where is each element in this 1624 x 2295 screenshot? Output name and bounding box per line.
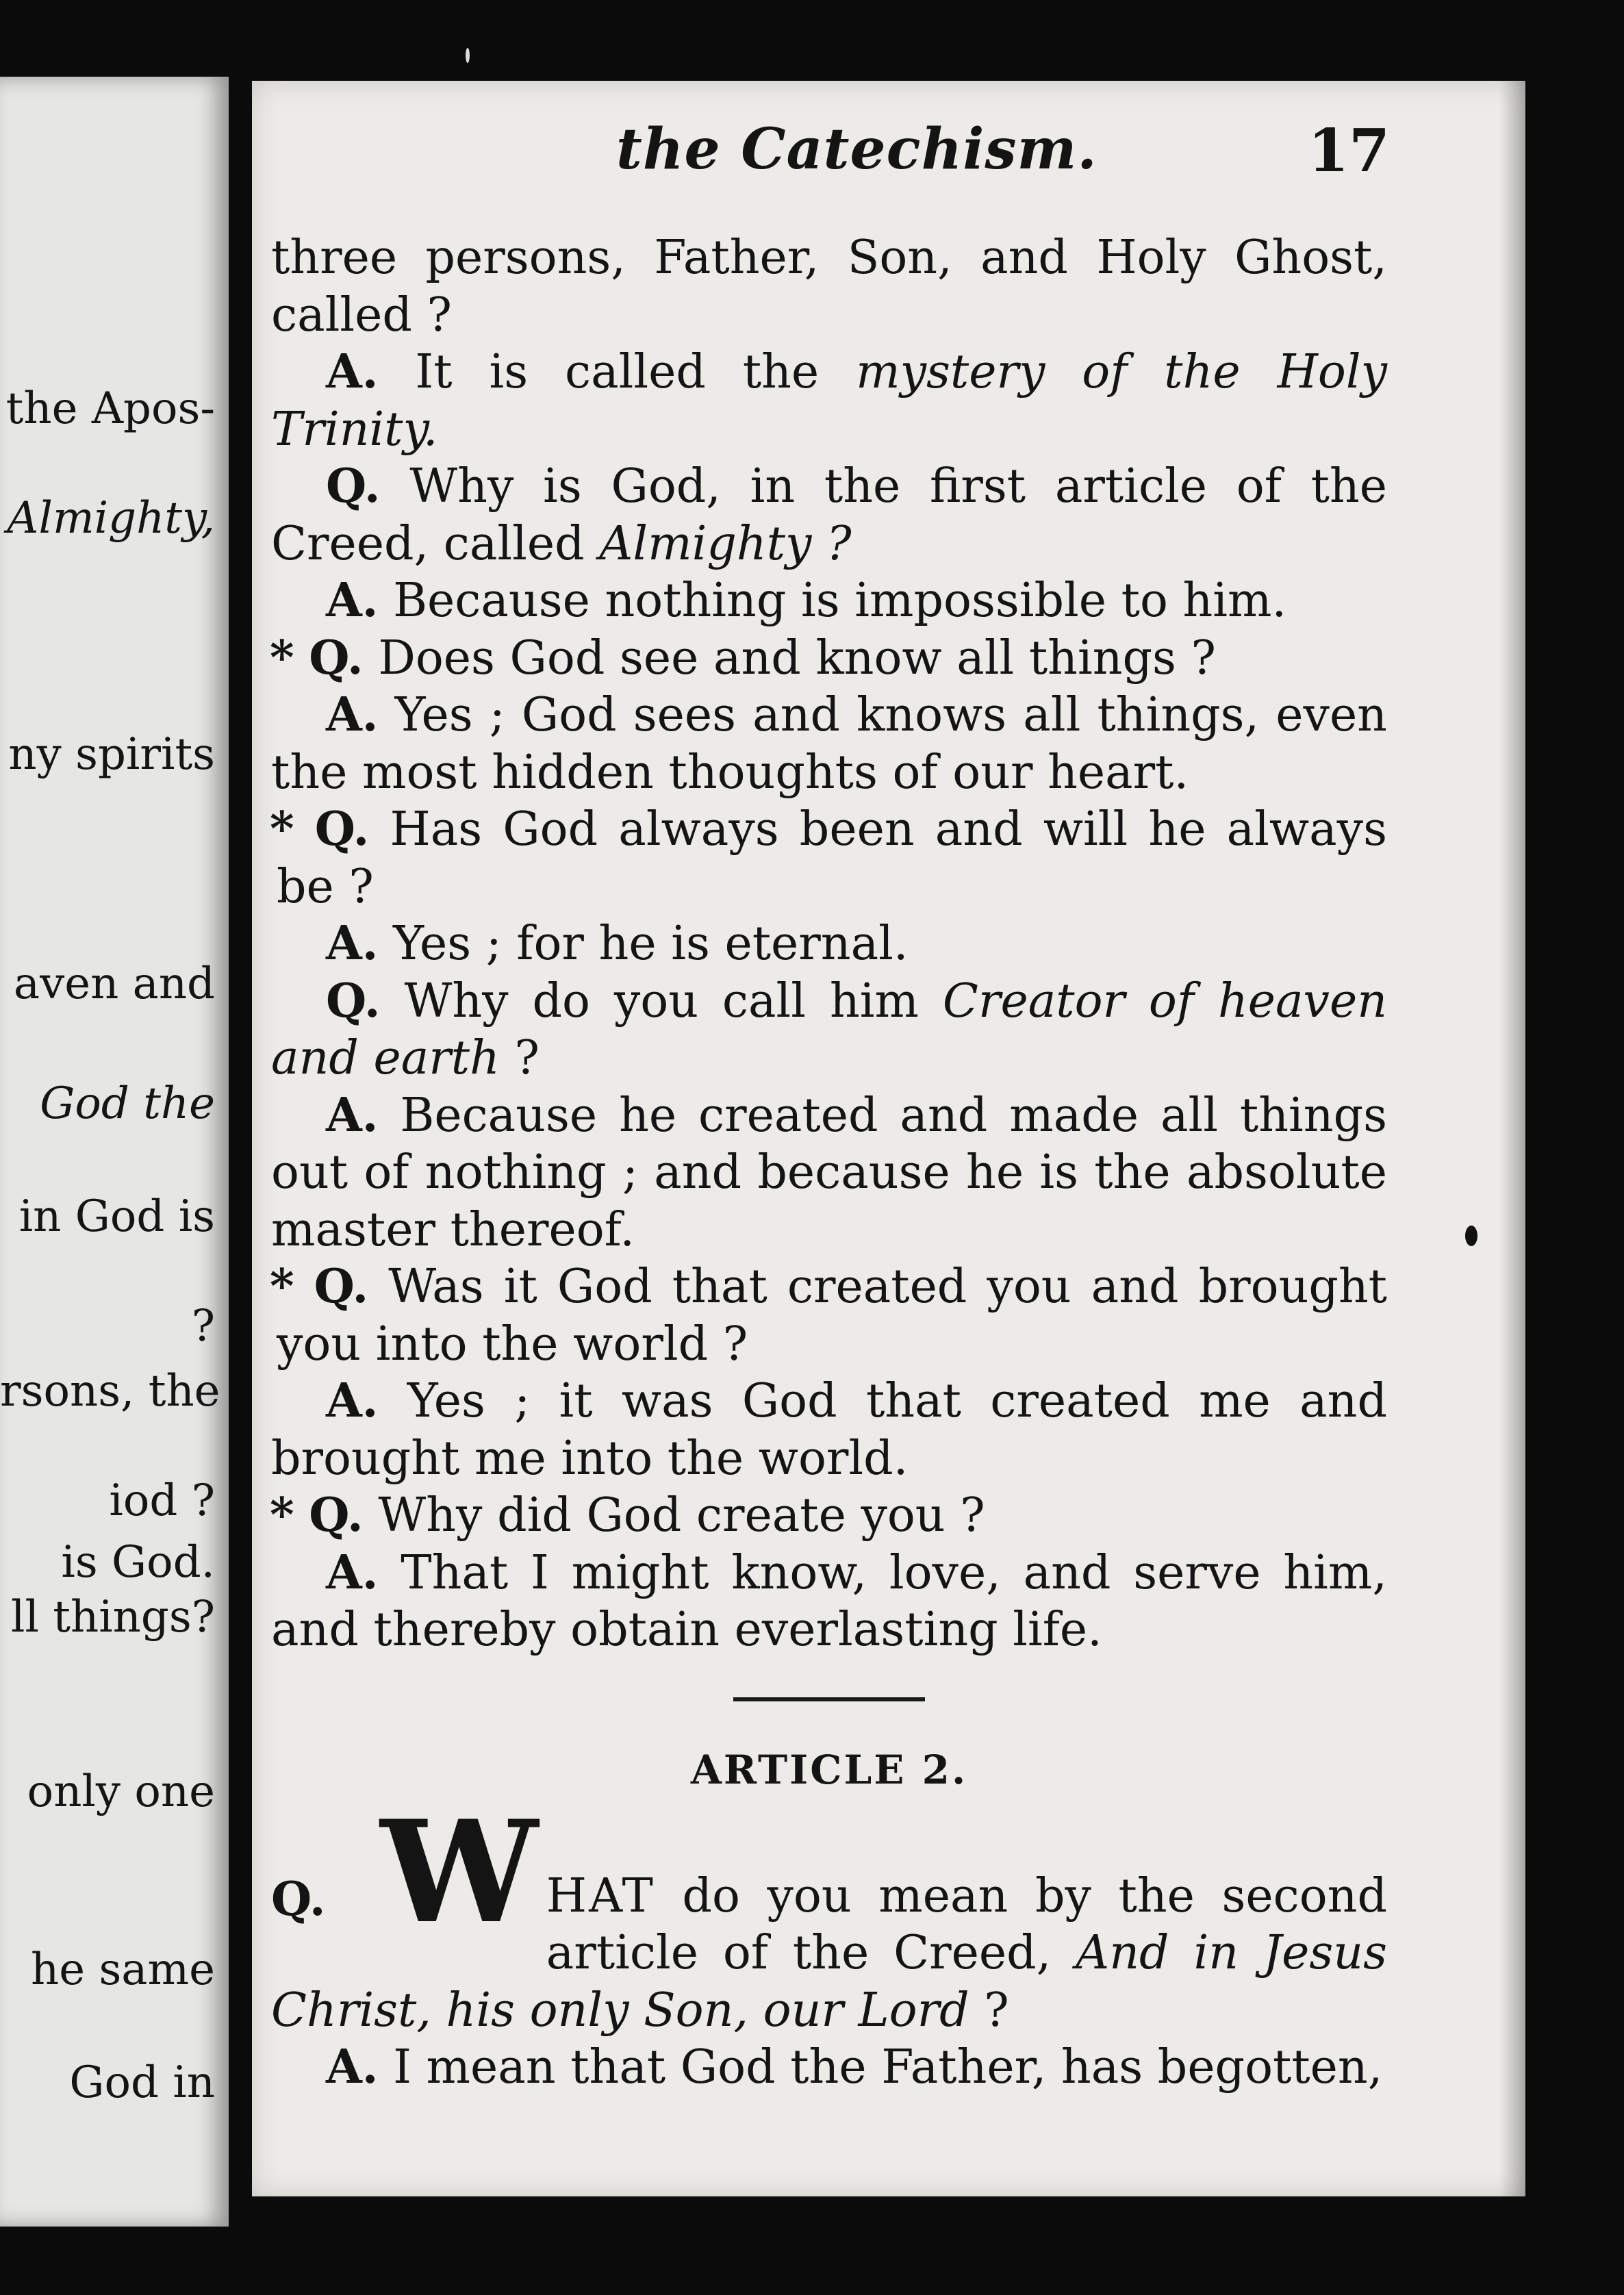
answer-label: A. xyxy=(326,1373,379,1428)
answer-label: A. xyxy=(326,1545,379,1600)
facing-page-text-line: rsons, the xyxy=(0,1366,220,1417)
question-text: Why did God create you ? xyxy=(378,1488,985,1543)
answer-paragraph xyxy=(271,915,1387,973)
question-label: Q. xyxy=(271,1871,326,1927)
question-paragraph xyxy=(271,973,1387,1087)
answer-label: A. xyxy=(326,573,379,628)
section-rule xyxy=(733,1697,925,1701)
question-label: Q. xyxy=(314,1259,369,1314)
paragraph-text: three persons, Father, Son, and Holy Ghost, called ? xyxy=(271,231,1387,342)
facing-page-left xyxy=(0,77,229,2227)
italic-phrase: Creator of heaven and earth xyxy=(271,974,1387,1085)
italic-phrase: mystery of the Holy Trinity. xyxy=(271,345,1387,457)
ink-speck xyxy=(466,48,470,63)
answer-paragraph xyxy=(271,344,1387,458)
facing-page-text-line: is God. xyxy=(61,1537,215,1588)
italic-phrase: And in Jesus Christ, his only Son, our Lord xyxy=(271,1926,1387,2038)
answer-label: A. xyxy=(326,687,379,742)
question-text: Does God see and know all things ? xyxy=(378,631,1217,685)
facing-page-text-line: in God is xyxy=(18,1191,215,1242)
answer-text: Because nothing is impossible to him. xyxy=(393,574,1287,628)
italic-phrase: Almighty ? xyxy=(599,516,852,571)
facing-page-text-line: God the xyxy=(40,1078,215,1129)
question-paragraph xyxy=(271,1487,1387,1545)
question-label: Q. xyxy=(309,630,364,685)
answer-text: Because he created and made all things out of nothing ; and because he is the absolute master thereof. xyxy=(271,1088,1387,1257)
facing-page-text-line: Almighty, xyxy=(7,493,215,544)
answer-paragraph xyxy=(271,687,1387,801)
ink-speck xyxy=(1465,1226,1477,1246)
facing-page-text-line: only one xyxy=(27,1766,215,1817)
facing-page-text-line: aven and xyxy=(13,959,215,1009)
question-label: Q. xyxy=(314,802,370,857)
question-label: Q. xyxy=(326,459,381,513)
answer-label: A. xyxy=(326,344,379,399)
page-header xyxy=(363,116,1390,192)
question-label: Q. xyxy=(326,973,381,1028)
article-heading: ARTICLE 2. xyxy=(690,1746,968,1793)
drop-cap: W xyxy=(380,1790,538,1955)
paragraph-continuation xyxy=(271,229,1387,344)
question-mark: ? xyxy=(969,1983,1009,2038)
page-number: 17 xyxy=(1308,116,1390,186)
answer-paragraph xyxy=(271,1373,1387,1487)
running-title: the Catechism. xyxy=(616,116,1098,182)
question-label: Q. xyxy=(309,1488,364,1543)
question-paragraph xyxy=(271,1258,1387,1373)
asterisk-marker: * xyxy=(270,1488,294,1543)
facing-page-text-line: ? xyxy=(191,1301,215,1352)
question-paragraph-dropcap xyxy=(271,1790,1387,2040)
answer-text: That I might know, love, and serve him, and thereby obtain everlasting life. xyxy=(271,1545,1387,1657)
facing-page-text-line: ny spirits xyxy=(8,729,215,780)
answer-text: Yes ; it was God that created me and brought me into the world. xyxy=(271,1374,1387,1486)
answer-text: Yes ; God sees and knows all things, even the most hidden thoughts of our heart. xyxy=(271,688,1387,800)
question-text: Why is God, in the first article of the Creed, called xyxy=(271,459,1387,571)
question-paragraph xyxy=(271,801,1387,915)
answer-text: Yes ; for he is eternal. xyxy=(393,917,909,971)
question-text: Has God always been and will he always be ? xyxy=(277,802,1387,914)
page-body xyxy=(271,229,1387,2096)
answer-paragraph xyxy=(271,1087,1387,1259)
question-paragraph xyxy=(271,458,1387,572)
answer-paragraph xyxy=(271,572,1387,630)
asterisk-marker: * xyxy=(270,1259,294,1314)
question-paragraph xyxy=(271,630,1387,687)
answer-label: A. xyxy=(326,916,379,971)
page-edge-shadow xyxy=(1499,81,1527,2196)
question-text: Why do you call him xyxy=(404,974,943,1028)
answer-paragraph xyxy=(271,2039,1387,2096)
question-mark: ? xyxy=(499,1031,540,1085)
answer-text: I mean that God the Father, has begotten, xyxy=(393,2040,1383,2094)
facing-page-text-line: iod ? xyxy=(109,1475,215,1526)
asterisk-marker: * xyxy=(270,802,294,857)
facing-page-text-line: the Apos- xyxy=(5,383,215,434)
facing-page-text-line: God in xyxy=(69,2057,215,2108)
question-text: Was it God that created you and brought you into the world ? xyxy=(277,1260,1388,1371)
small-caps-word: HAT xyxy=(546,1868,655,1923)
question-text: do you mean by the second article of the Creed, xyxy=(546,1868,1387,1980)
answer-label: A. xyxy=(326,1087,379,1143)
facing-page-text-line: he same xyxy=(31,1944,215,1995)
asterisk-marker: * xyxy=(270,630,294,685)
answer-label: A. xyxy=(326,2040,379,2094)
facing-page-text-line: ll things? xyxy=(10,1592,215,1643)
answer-text: It is called the xyxy=(415,345,857,399)
answer-paragraph xyxy=(271,1545,1387,1659)
